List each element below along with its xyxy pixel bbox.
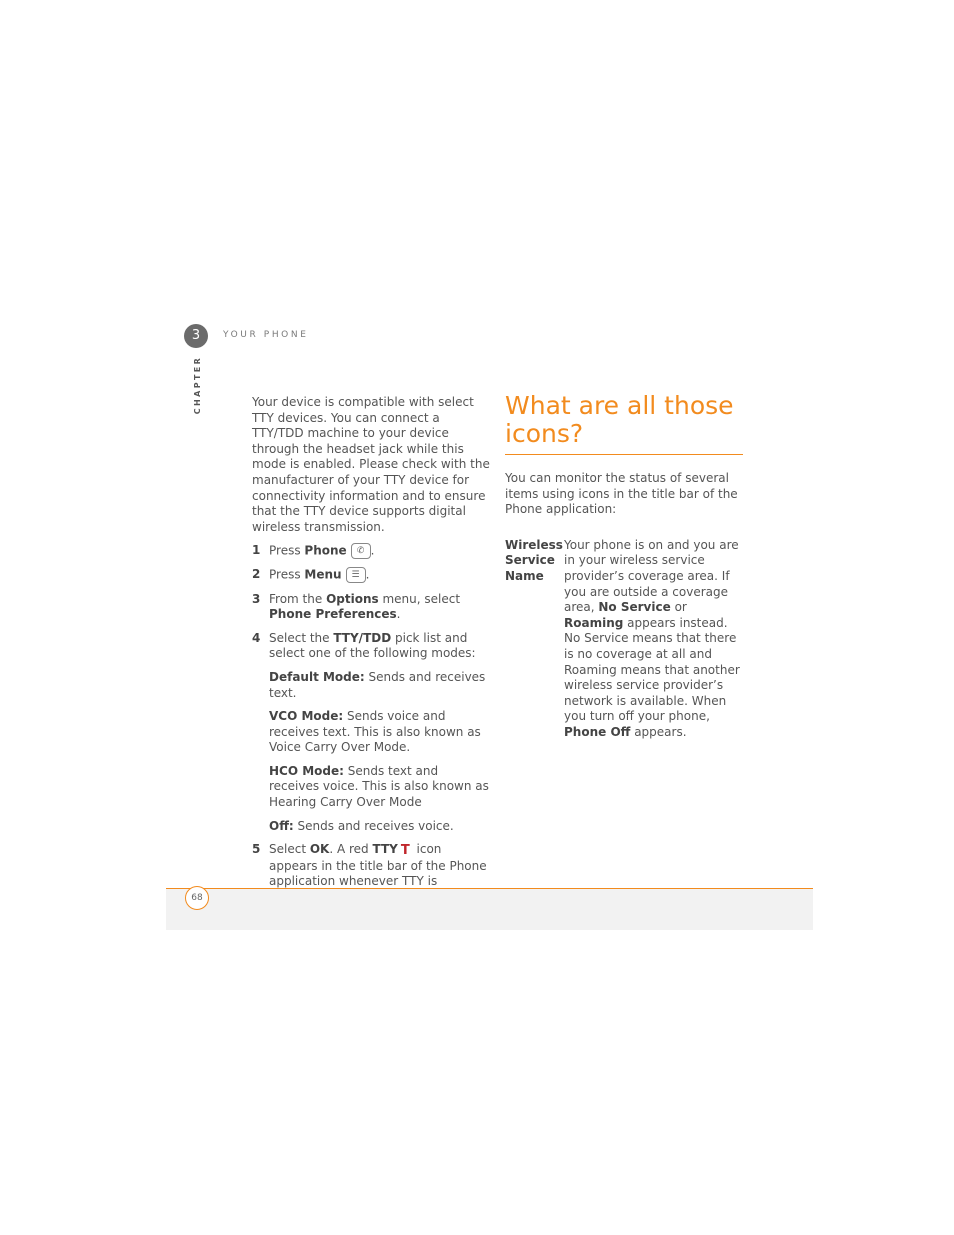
running-head: YOUR PHONE xyxy=(223,330,309,340)
step-text-end: . xyxy=(370,543,375,558)
step-text-end: . xyxy=(396,607,401,622)
step-number: 3 xyxy=(252,591,261,606)
step-number: 1 xyxy=(252,543,261,558)
def-text: or xyxy=(670,600,687,615)
def-text: Your phone is on and you are in your wireless service provider’s coverage area. If you are outside a coverage area, xyxy=(564,537,739,615)
step-text: Select xyxy=(269,842,310,857)
left-column xyxy=(252,395,492,906)
mode-term: VCO Mode: xyxy=(269,709,344,724)
step-2 xyxy=(252,567,492,583)
step-bold: Menu xyxy=(304,567,342,582)
mode-hco xyxy=(269,764,492,811)
step-text-mid: . A red xyxy=(329,842,373,857)
mode-term: Off: xyxy=(269,818,294,833)
mode-desc: Sends voice and receives text. This is also known as Voice Carry Over Mode. xyxy=(269,709,481,755)
step-text: Press xyxy=(269,543,305,558)
step-number: 5 xyxy=(252,842,261,857)
step-bold-2: Phone Preferences xyxy=(269,607,397,622)
step-bold: Phone xyxy=(304,543,347,558)
no-service-term: No Service xyxy=(598,600,671,615)
definition-wireless-service-name xyxy=(505,538,743,741)
step-1 xyxy=(252,543,492,559)
mode-term: Default Mode: xyxy=(269,669,365,684)
step-text: From the xyxy=(269,591,327,606)
step-text-end: pick list and select one of the following modes: xyxy=(269,630,476,661)
mode-desc: Sends and receives voice. xyxy=(293,818,454,833)
mode-vco xyxy=(269,709,492,756)
step-text: Select the xyxy=(269,630,334,645)
tty-mode-list xyxy=(252,670,492,834)
step-text-end: icon appears in the title bar of the Phone application whenever TTY is xyxy=(269,842,487,889)
step-bold: OK xyxy=(309,842,330,857)
step-number: 4 xyxy=(252,630,261,645)
step-text: Press xyxy=(269,567,305,582)
tty-icon: T xyxy=(400,843,410,859)
mode-term: HCO Mode: xyxy=(269,763,344,778)
step-bold-2: TTY xyxy=(372,842,398,857)
def-text: appears instead. No Service means that there is no coverage at all and Roaming means that another wireless service provider’s network is available. When you turn off your phone, xyxy=(564,615,740,724)
step-number: 2 xyxy=(252,567,261,582)
mode-default xyxy=(269,670,492,701)
step-text-mid: menu, select xyxy=(378,591,461,606)
step-4 xyxy=(252,631,492,662)
def-text: appears. xyxy=(630,724,687,739)
right-column xyxy=(505,392,743,741)
section-heading: What are all those icons? xyxy=(505,392,743,455)
roaming-term: Roaming xyxy=(564,615,624,630)
step-bold: Options xyxy=(326,591,379,606)
menu-key-icon: ☰ xyxy=(346,567,366,583)
chapter-number-badge: 3 xyxy=(184,324,208,348)
page-number: 68 xyxy=(185,886,209,910)
mode-desc: Sends text and receives voice. This is also known as Hearing Carry Over Mode xyxy=(269,763,489,810)
tty-intro-paragraph: Your device is compatible with select TTY devices. You can connect a TTY/TDD machine to your device through the headset jack while this mode is enabled. Please check with the manufacturer of your TTY device for connectivity information and to ensure that the TTY device supports digital wireless transmission. xyxy=(252,395,490,534)
step-bold: TTY/TDD xyxy=(333,630,392,645)
phone-off-term: Phone Off xyxy=(564,724,631,739)
phone-key-icon: ✆ xyxy=(351,543,371,559)
definition-term: Wireless Service Name xyxy=(505,537,563,583)
definition-description xyxy=(564,538,743,741)
chapter-vertical-label: CHAPTER xyxy=(193,355,202,415)
mode-desc: Sends and receives text. xyxy=(269,669,486,700)
step-text-end: . xyxy=(365,567,370,582)
step-3 xyxy=(252,592,492,623)
mode-off xyxy=(269,819,492,835)
icons-intro-paragraph: You can monitor the status of several items using icons in the title bar of the Phone application: xyxy=(505,471,738,517)
footer-band xyxy=(166,888,813,930)
